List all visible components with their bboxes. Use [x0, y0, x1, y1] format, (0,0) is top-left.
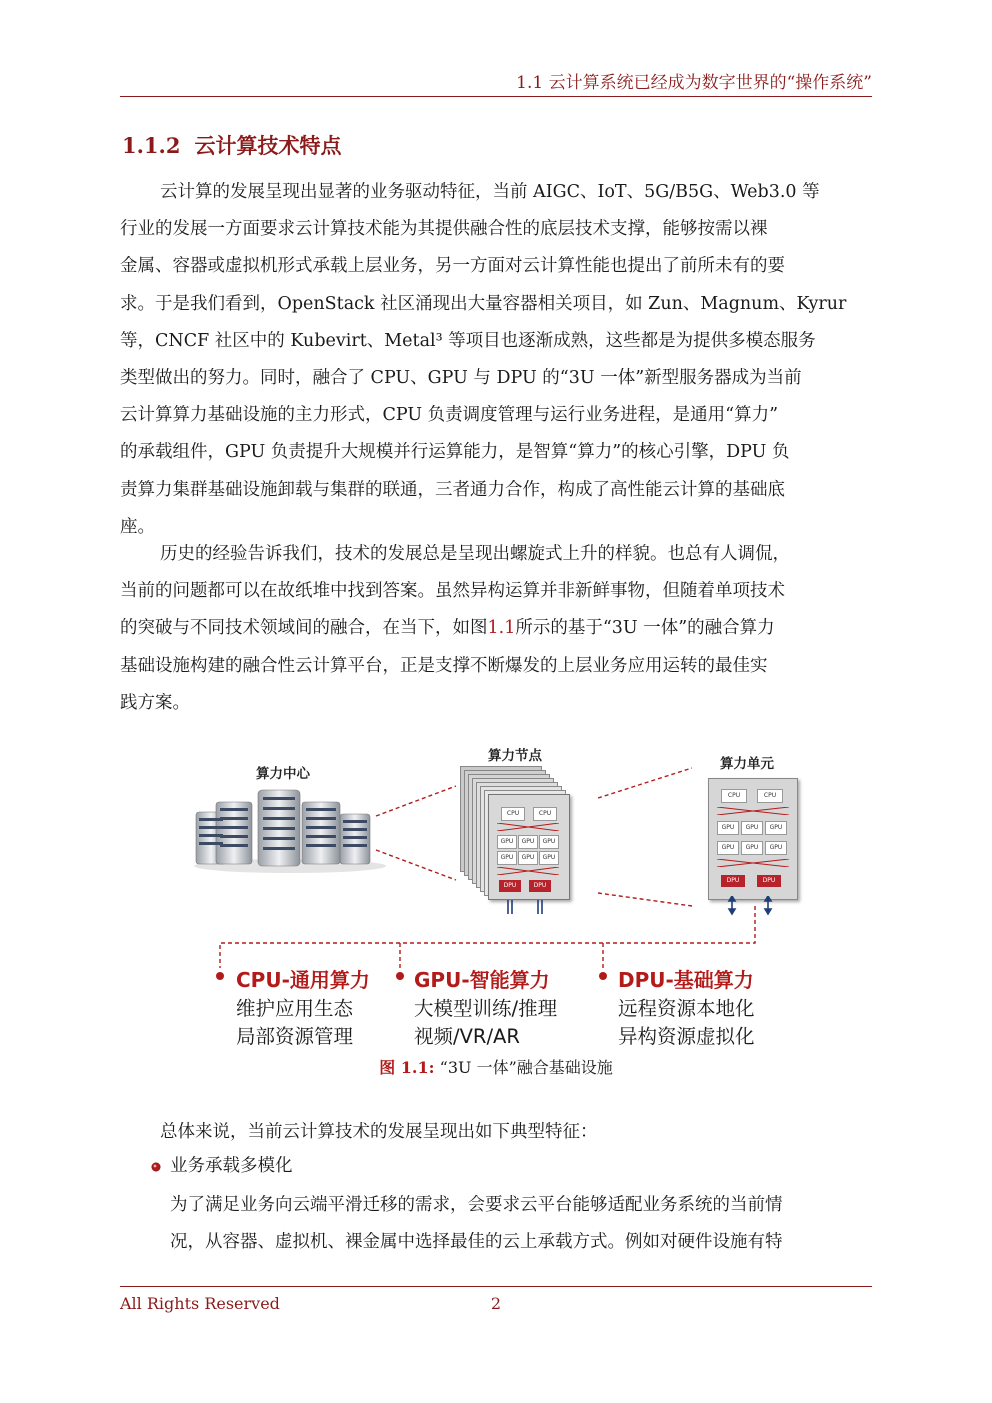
compute-node-front	[488, 794, 570, 900]
io-arrows	[500, 898, 560, 918]
interconnect-x	[717, 807, 789, 815]
text-line: 践方案。	[120, 692, 190, 713]
gpu-chip: GPU	[765, 821, 787, 835]
gpu-chip: GPU	[539, 851, 559, 865]
text-line: 等，CNCF 社区中的 Kubevirt、Metal³ 等项目也逐渐成熟，这些都是为提供多模态服务	[120, 330, 816, 351]
category-gpu	[414, 964, 557, 1049]
interconnect-x	[717, 859, 789, 867]
interconnect-x	[497, 823, 559, 831]
label-compute-center: 算力中心	[256, 766, 310, 782]
category-title: CPU-通用算力	[236, 968, 370, 992]
text-line: 况，从容器、虚拟机、裸金属中选择最佳的云上承载方式。例如对硬件设施有特	[170, 1232, 783, 1253]
category-title: DPU-基础算力	[618, 968, 754, 992]
category-dpu	[618, 964, 755, 1049]
header-rule	[120, 96, 872, 97]
text-line: 的承载组件，GPU 负责提升大规模并行运算能力，是智算“算力”的核心引擎，DPU 负	[120, 442, 790, 463]
caption-text: “3U 一体”融合基础设施	[439, 1058, 613, 1077]
text-line: 总体来说，当前云计算技术的发展呈现出如下典型特征：	[160, 1122, 598, 1142]
text-line: 座。	[120, 516, 155, 537]
text-segment: 的突破与不同技术领域间的融合，在当下，如图	[120, 618, 488, 639]
dpu-chip: DPU	[721, 875, 745, 887]
gpu-chip: GPU	[717, 841, 739, 855]
footer-copyright: All Rights Reserved	[120, 1294, 280, 1313]
server-cluster-icon	[190, 784, 390, 874]
section-number: 1.1.2	[122, 133, 181, 158]
cpu-chip: CPU	[533, 807, 557, 821]
paragraph-2	[120, 536, 872, 722]
running-header: 1.1 云计算系统已经成为数字世界的“操作系统”	[516, 73, 872, 93]
text-line: 类型做出的努力。同时，融合了 CPU、GPU 与 DPU 的“3U 一体”新型服务器成为当前	[120, 367, 802, 388]
list-bullet-icon	[150, 1161, 162, 1173]
category-title: GPU-智能算力	[414, 968, 550, 992]
category-desc: 大模型训练/推理	[414, 997, 558, 1020]
figure-caption	[120, 1055, 872, 1078]
gpu-chip: GPU	[765, 841, 787, 855]
label-compute-node: 算力节点	[488, 748, 542, 764]
gpu-chip: GPU	[741, 821, 763, 835]
figure-3u-infrastructure	[190, 738, 810, 1048]
text-line: 为了满足业务向云端平滑迁移的需求，会要求云平台能够适配业务系统的当前情	[170, 1195, 783, 1215]
section-title: 云计算技术特点	[194, 133, 342, 158]
paragraph-1	[120, 174, 872, 546]
text-line: 金属、容器或虚拟机形式承载上层业务，另一方面对云计算性能也提出了前所未有的要	[120, 256, 785, 277]
compute-unit-board	[708, 778, 798, 900]
gpu-bullet-dot	[394, 970, 406, 982]
dpu-chip: DPU	[499, 880, 521, 892]
interconnect-x	[497, 867, 559, 875]
label-compute-unit: 算力单元	[720, 756, 774, 772]
text-line: 云计算算力基础设施的主力形式，CPU 负责调度管理与运行业务进程，是通用“算力”	[120, 405, 779, 426]
page-number: 2	[490, 1294, 502, 1313]
footer-rule	[120, 1286, 872, 1287]
cpu-chip: CPU	[501, 807, 525, 821]
bullet-body	[170, 1187, 872, 1261]
category-cpu	[236, 964, 370, 1049]
text-line: 基础设施构建的融合性云计算平台，正是支撑不断爆发的上层业务应用运转的最佳实	[120, 655, 768, 676]
bullet-title: 业务承载多模化	[170, 1156, 293, 1176]
text-line: 历史的经验告诉我们，技术的发展总是呈现出螺旋式上升的样貌。也总有人调侃，	[160, 544, 790, 564]
cpu-chip: CPU	[757, 789, 783, 803]
gpu-chip: GPU	[497, 835, 517, 849]
text-segment: 所示的基于“3U 一体”的融合算力	[515, 618, 775, 639]
category-desc: 远程资源本地化	[618, 997, 755, 1020]
text-line: 责算力集群基础设施卸载与集群的联通，三者通力合作，构成了高性能云计算的基础底	[120, 479, 785, 500]
caption-label: 图 1.1:	[379, 1058, 435, 1077]
cpu-chip: CPU	[721, 789, 747, 803]
compute-node-stack	[460, 766, 600, 916]
text-line: 云计算的发展呈现出显著的业务驱动特征，当前 AIGC、IoT、5G/B5G、Web3.0 等	[160, 182, 820, 202]
text-line: 当前的问题都可以在故纸堆中找到答案。虽然异构运算并非新鲜事物，但随着单项技术	[120, 581, 785, 602]
gpu-chip: GPU	[518, 851, 538, 865]
io-arrows	[720, 896, 790, 916]
category-desc: 异构资源虚拟化	[618, 1025, 755, 1048]
text-line: 行业的发展一方面要求云计算技术能为其提供融合性的底层技术支撑，能够按需以裸	[120, 219, 768, 240]
paragraph-3	[120, 1114, 872, 1151]
dpu-bullet-dot	[597, 970, 609, 982]
dpu-chip: DPU	[757, 875, 781, 887]
gpu-chip: GPU	[741, 841, 763, 855]
text-line	[120, 610, 872, 647]
cpu-bullet-dot	[214, 970, 226, 982]
category-desc: 维护应用生态	[236, 997, 354, 1020]
gpu-chip: GPU	[518, 835, 538, 849]
section-heading	[122, 130, 341, 160]
category-desc: 视频/VR/AR	[414, 1025, 520, 1048]
gpu-chip: GPU	[497, 851, 517, 865]
category-desc: 局部资源管理	[236, 1025, 354, 1048]
figure-reference-link[interactable]: 1.1	[487, 618, 516, 639]
gpu-chip: GPU	[717, 821, 739, 835]
gpu-chip: GPU	[539, 835, 559, 849]
dpu-chip: DPU	[529, 880, 551, 892]
text-line: 求。于是我们看到，OpenStack 社区涌现出大量容器相关项目，如 Zun、Magnum、Kyrur	[120, 293, 847, 314]
